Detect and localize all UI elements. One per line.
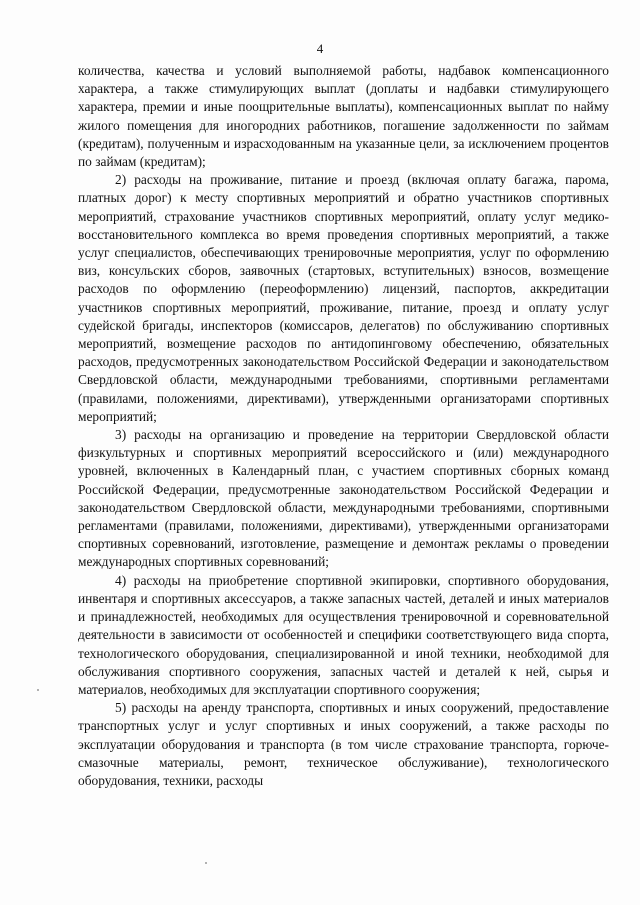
page-number: 4: [316, 41, 324, 56]
paragraph-item-5: 5) расходы на аренду транспорта, спортивных и иных сооружений, предоставление транспортных услуг и услуг спортивных и иных сооружений, а также расходы по эксплуатации оборудования и транспорта (в том числе страхование транспорта, горюче-смазочные материалы, ремонт, техническое обслуживание), технологического оборудования, техники, расходы: [78, 700, 609, 788]
document-body: [78, 62, 609, 790]
scan-speck: [37, 689, 39, 691]
paragraph-item-2: 2) расходы на проживание, питание и проезд (включая оплату багажа, парома, платных дорог) к месту спортивных мероприятий и обратно участников спортивных мероприятий, страхование участников спортивных мероприятий, оплату услуг медико-восстановительного комплекса во время проведения спортивных мероприятий, а также услуг специалистов, обеспечивающих тренировочные мероприятия, услуг по оформлению виз, консульских сборов, заявочных (стартовых, вступительных) взносов, возмещение расходов по оформлению (переоформлению) лицензий, паспортов, аккредитации участников спортивных мероприятий, проживание, питание, проезд и оплату услуг судейской бригады, инспекторов (комиссаров, делегатов) по обслуживанию спортивных мероприятий, возмещение расходов по антидопинговому обеспечению, обязательных расходов, предусмотренных законодательством Российской Федерации и законодательством Свердловской области, международными требованиями, спортивными регламентами (правилами, положениями, директивами), утвержденными организаторами спортивных мероприятий;: [78, 172, 609, 424]
paragraph-item-3: 3) расходы на организацию и проведение на территории Свердловской области физкультурных и спортивных мероприятий всероссийского и (или) международного уровней, включенных в Календарный план, с участием спортивных сборных команд Российской Федерации, предусмотренные законодательством Российской Федерации и законодательством Свердловской области, международными требованиями, спортивными регламентами (правилами, положениями, директивами), утвержденными организаторами спортивных соревнований, изготовление, размещение и демонтаж рекламы о проведении международных спортивных соревнований;: [78, 427, 609, 570]
paragraph-continued: количества, качества и условий выполняемой работы, надбавок компенсационного характера, а также стимулирующих выплат (доплаты и надбавки стимулирующего характера, премии и иные поощрительные выплаты), компенсационных выплат по найму жилого помещения для иногородних работников, погашение задолженности по займам (кредитам), полученным и израсходованным на указанные цели, за исключением процентов по займам (кредитам);: [78, 63, 609, 170]
scan-speck: [205, 862, 207, 864]
paragraph-item-4: 4) расходы на приобретение спортивной экипировки, спортивного оборудования, инвентаря и спортивных аксессуаров, а также запасных частей, деталей и иных материалов и принадлежностей, необходимых для осуществления тренировочной и соревновательной деятельности в зависимости от особенностей и специфики соответствующего вида спорта, технологического оборудования, специализированной и иной техники, необходимой для обслуживания спортивного сооружения, запасных частей и деталей к ней, сырья и материалов, необходимых для эксплуатации спортивного сооружения;: [78, 572, 609, 697]
